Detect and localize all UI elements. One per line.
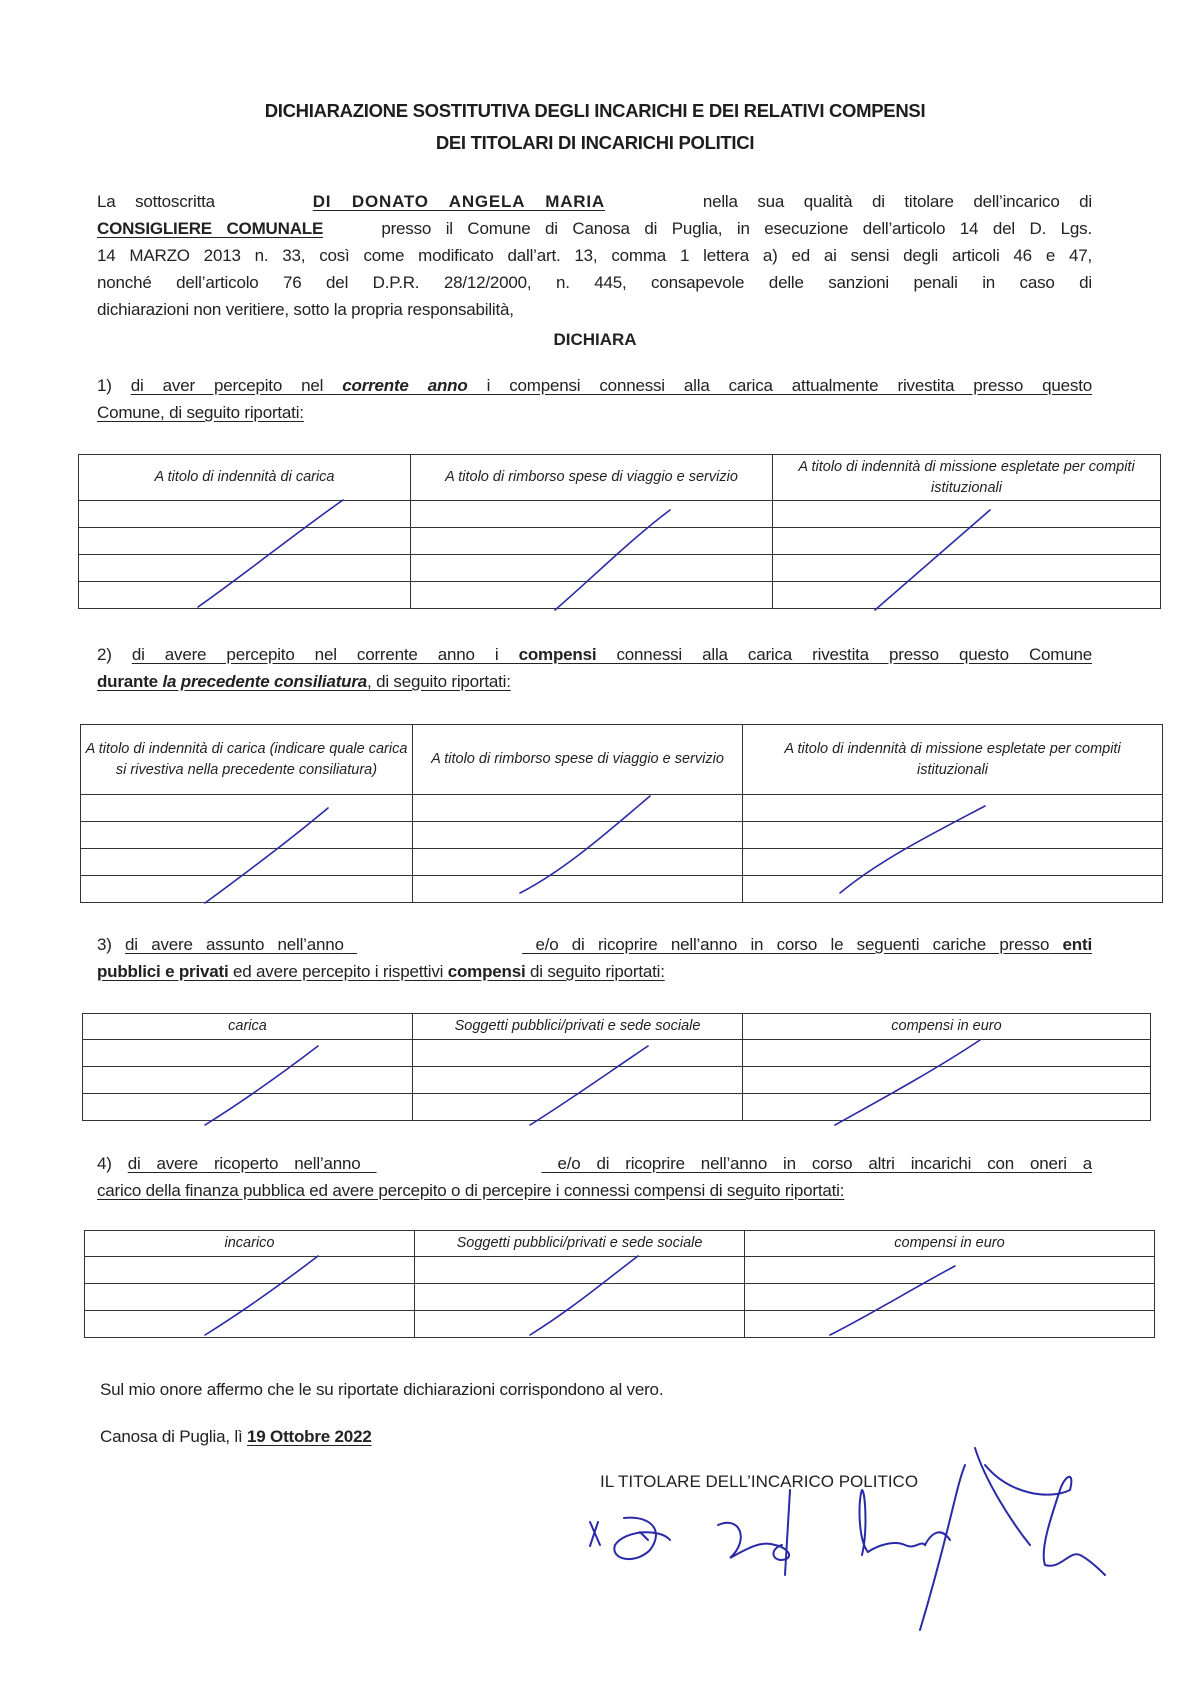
- table-3-cell[interactable]: [743, 1067, 1151, 1094]
- section-3-text-d: di seguito riportati:: [530, 962, 665, 981]
- section-4-line-1: [97, 1154, 1092, 1174]
- table-1-header-1: A titolo di indennità di carica: [79, 455, 411, 501]
- section-3-emph2: pubblici e privati: [97, 962, 229, 981]
- table-4-header-1: incarico: [85, 1231, 415, 1257]
- table-row: [81, 795, 1163, 822]
- table-4-cell[interactable]: [745, 1257, 1155, 1284]
- table-1-cell[interactable]: [79, 501, 411, 528]
- table-2-header-1: A titolo di indennità di carica (indicare quale carica si rivestiva nella precedente consiliatura): [81, 725, 413, 795]
- section-1-text-b: i compensi connessi alla carica attualmente rivestita presso questo: [486, 376, 1092, 395]
- section-2-emph2-a: durante: [97, 672, 158, 691]
- table-3-cell[interactable]: [743, 1040, 1151, 1067]
- date: 19 Ottobre 2022: [247, 1427, 372, 1446]
- section-4-text-c: carico della finanza pubblica ed avere percepito o di percepire i connessi compensi di seguito riportati:: [97, 1181, 845, 1200]
- table-4: [84, 1230, 1155, 1338]
- table-row: [85, 1257, 1155, 1284]
- section-2-text-b: connessi alla carica rivestita presso questo Comune: [616, 645, 1092, 664]
- section-2-emph: compensi: [518, 645, 597, 664]
- table-4-header-2: Soggetti pubblici/privati e sede sociale: [415, 1231, 745, 1257]
- table-2-cell[interactable]: [743, 849, 1163, 876]
- table-row: [85, 1284, 1155, 1311]
- table-3-cell[interactable]: [413, 1040, 743, 1067]
- table-3: [82, 1013, 1151, 1121]
- table-4-header-3: compensi in euro: [745, 1231, 1155, 1257]
- declarant-role: CONSIGLIERE COMUNALE: [97, 219, 324, 238]
- table-4-cell[interactable]: [415, 1311, 745, 1338]
- table-1-cell[interactable]: [773, 582, 1161, 609]
- section-2-text-c: , di seguito riportati:: [367, 672, 511, 691]
- table-3-cell[interactable]: [413, 1067, 743, 1094]
- table-3-cell[interactable]: [743, 1094, 1151, 1121]
- intro-line-5: dichiarazioni non veritiere, sotto la propria responsabilità,: [97, 300, 514, 319]
- table-row: [79, 582, 1161, 609]
- table-3-cell[interactable]: [413, 1094, 743, 1121]
- table-2-cell[interactable]: [81, 822, 413, 849]
- table-1-cell[interactable]: [773, 501, 1161, 528]
- table-1-cell[interactable]: [411, 501, 773, 528]
- table-3-cell[interactable]: [83, 1094, 413, 1121]
- table-4-cell[interactable]: [415, 1257, 745, 1284]
- table-2-cell[interactable]: [413, 795, 743, 822]
- table-1-header-2: A titolo di rimborso spese di viaggio e servizio: [411, 455, 773, 501]
- section-2-line-2: [97, 672, 1092, 692]
- declarant-name: DI DONATO ANGELA MARIA: [312, 192, 605, 211]
- section-3-line-1: [97, 935, 1092, 955]
- table-1-header-3: A titolo di indennità di missione espletate per compiti istituzionali: [773, 455, 1161, 501]
- table-row: [83, 1040, 1151, 1067]
- section-3-text-c: ed avere percepito i rispettivi: [233, 962, 444, 981]
- intro-line-2-rest: presso il Comune di Canosa di Puglia, in esecuzione dell’articolo 14 del D. Lgs.: [381, 219, 1092, 238]
- table-1: [78, 454, 1161, 609]
- section-3-number: 3): [97, 935, 112, 954]
- section-3-text-b: e/o di ricoprire nell’anno in corso le seguenti cariche presso: [535, 935, 1050, 954]
- table-3-header-1: carica: [83, 1014, 413, 1040]
- table-2-cell[interactable]: [413, 849, 743, 876]
- table-4-cell[interactable]: [415, 1284, 745, 1311]
- intro-line-4: nonché dell’articolo 76 del D.P.R. 28/12/2000, n. 445, consapevole delle sanzioni penali in caso di: [97, 273, 1092, 292]
- section-4-text-b: e/o di ricoprire nell’anno in corso altri incarichi con oneri a: [557, 1154, 1093, 1173]
- section-1-line-1: [97, 376, 1092, 396]
- intro-line-3: 14 MARZO 2013 n. 33, così come modificato dall’art. 13, comma 1 lettera a) ed ai sensi degli articoli 46 e 47,: [97, 246, 1092, 265]
- table-2-cell[interactable]: [81, 876, 413, 903]
- table-3-header-3: compensi in euro: [743, 1014, 1151, 1040]
- table-row: [85, 1311, 1155, 1338]
- document-title-line-2: DEI TITOLARI DI INCARICHI POLITICI: [435, 132, 755, 153]
- table-2-cell[interactable]: [743, 876, 1163, 903]
- table-2-cell[interactable]: [413, 822, 743, 849]
- table-row: [79, 528, 1161, 555]
- dichiara-heading: DICHIARA: [553, 330, 637, 349]
- table-4-cell[interactable]: [745, 1284, 1155, 1311]
- section-1-emph: corrente anno: [342, 376, 468, 395]
- table-row: [83, 1094, 1151, 1121]
- table-1-cell[interactable]: [411, 582, 773, 609]
- table-row: [81, 876, 1163, 903]
- section-3-emph3: compensi: [447, 962, 526, 981]
- table-4-cell[interactable]: [85, 1284, 415, 1311]
- section-3-line-2: [97, 962, 1092, 982]
- section-1-text-a: di aver percepito nel: [130, 376, 324, 395]
- intro-role-lead: nella sua qualità di titolare dell’incarico di: [702, 192, 1092, 211]
- section-4-line-2: [97, 1181, 1092, 1201]
- table-2-header-3: A titolo di indennità di missione espletate per compiti istituzionali: [743, 725, 1163, 795]
- honor-statement: Sul mio onore affermo che le su riportate dichiarazioni corrispondono al vero.: [100, 1380, 664, 1399]
- table-1-cell[interactable]: [411, 555, 773, 582]
- table-2-cell[interactable]: [743, 822, 1163, 849]
- section-2-text-a: di avere percepito nel corrente anno i: [131, 645, 499, 664]
- table-2-header-2: A titolo di rimborso spese di viaggio e servizio: [413, 725, 743, 795]
- table-4-cell[interactable]: [85, 1257, 415, 1284]
- table-2-cell[interactable]: [81, 795, 413, 822]
- table-1-cell[interactable]: [79, 582, 411, 609]
- table-4-cell[interactable]: [745, 1311, 1155, 1338]
- table-row: [79, 555, 1161, 582]
- section-3-emph: enti: [1062, 935, 1092, 954]
- place: Canosa di Puglia, lì: [100, 1427, 243, 1446]
- section-2-line-1: [97, 645, 1092, 665]
- table-3-cell[interactable]: [83, 1040, 413, 1067]
- document-title-line-1: DICHIARAZIONE SOSTITUTIVA DEGLI INCARICHI E DEI RELATIVI COMPENSI: [264, 100, 926, 121]
- table-3-header-2: Soggetti pubblici/privati e sede sociale: [413, 1014, 743, 1040]
- table-3-cell[interactable]: [83, 1067, 413, 1094]
- section-1-number: 1): [97, 376, 112, 395]
- intro-line-1: [97, 192, 1092, 212]
- section-1-text-c: Comune, di seguito riportati:: [97, 403, 304, 422]
- table-row: [79, 501, 1161, 528]
- table-2-cell[interactable]: [81, 849, 413, 876]
- section-4-text-a: di avere ricoperto nell’anno: [127, 1154, 361, 1173]
- table-1-cell[interactable]: [773, 528, 1161, 555]
- section-2-number: 2): [97, 645, 112, 664]
- table-1-cell[interactable]: [411, 528, 773, 555]
- table-4-cell[interactable]: [85, 1311, 415, 1338]
- place-date: [100, 1427, 1095, 1447]
- table-2-cell[interactable]: [413, 876, 743, 903]
- section-4-number: 4): [97, 1154, 112, 1173]
- signatory-label: IL TITOLARE DELL’INCARICO POLITICO: [600, 1472, 919, 1491]
- table-2: [80, 724, 1163, 903]
- table-row: [81, 822, 1163, 849]
- table-row: [81, 849, 1163, 876]
- table-1-cell[interactable]: [773, 555, 1161, 582]
- section-3-text-a: di avere assunto nell’anno: [125, 935, 344, 954]
- table-1-cell[interactable]: [79, 528, 411, 555]
- intro-line-2: [97, 219, 1092, 239]
- section-2-emph2-b: la precedente consiliatura: [162, 672, 368, 691]
- table-row: [83, 1067, 1151, 1094]
- table-2-cell[interactable]: [743, 795, 1163, 822]
- table-1-cell[interactable]: [79, 555, 411, 582]
- intro-prefix: La sottoscritta: [97, 192, 215, 211]
- section-1-line-2: [97, 403, 1092, 423]
